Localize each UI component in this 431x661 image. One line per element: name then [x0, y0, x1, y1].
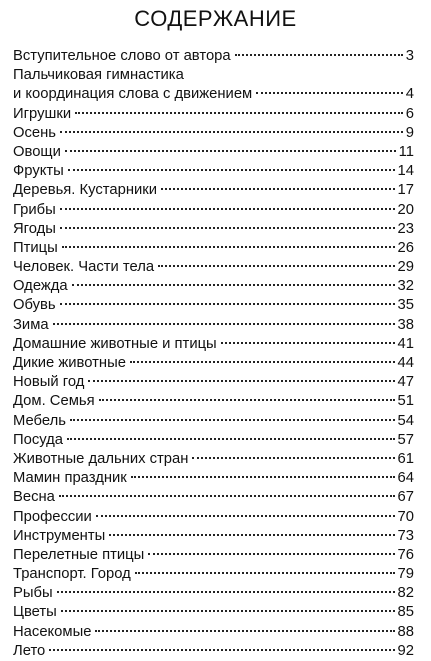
toc-entry — [13, 584, 414, 603]
toc-entry-label: Цветы — [13, 604, 57, 621]
toc-entry-label: Посуда — [13, 431, 64, 448]
dot-leader — [60, 131, 403, 133]
toc-entry — [13, 220, 414, 239]
toc-entry — [13, 392, 414, 411]
toc-entry-page: 14 — [397, 163, 414, 180]
dot-leader — [135, 572, 395, 574]
table-of-contents — [13, 47, 414, 661]
dot-leader — [130, 361, 395, 363]
toc-entry-label: Обувь — [13, 297, 56, 314]
dot-leader — [57, 591, 395, 593]
toc-entry-label: Дикие животные — [13, 355, 126, 371]
toc-entry-page: 47 — [397, 374, 414, 391]
toc-entry-page: 76 — [397, 546, 414, 563]
toc-entry — [13, 642, 414, 661]
toc-entry — [13, 85, 414, 104]
dot-leader — [60, 303, 395, 305]
toc-entry-label: Транспорт. Город — [13, 566, 131, 583]
toc-entry-label: Инструменты — [13, 527, 106, 544]
toc-entry-page: 79 — [397, 566, 414, 583]
toc-entry — [13, 508, 414, 527]
toc-entry — [13, 431, 414, 450]
toc-entry-page: 11 — [398, 143, 414, 160]
dot-leader — [96, 515, 395, 517]
toc-entry-label: Мамин праздник — [13, 470, 127, 487]
toc-entry-page: 35 — [397, 297, 414, 314]
toc-entry-page: 29 — [397, 259, 414, 276]
toc-entry — [13, 603, 414, 622]
toc-entry-page: 64 — [397, 470, 414, 487]
toc-entry-page: 61 — [397, 450, 414, 467]
dot-leader — [62, 246, 395, 248]
dot-leader — [61, 610, 395, 612]
dot-leader — [72, 284, 395, 286]
toc-entry-label: Птицы — [13, 239, 58, 256]
toc-entry-page: 6 — [405, 105, 414, 122]
toc-entry-label: Овощи — [13, 143, 61, 160]
dot-leader — [221, 342, 395, 344]
dot-leader — [95, 630, 394, 632]
toc-entry — [13, 565, 414, 584]
dot-leader — [88, 380, 394, 382]
toc-entry-label: Животные дальних стран — [13, 450, 189, 467]
dot-leader — [65, 150, 396, 152]
toc-entry — [13, 469, 414, 488]
toc-entry — [13, 258, 414, 277]
toc-entry-label: Зима — [13, 316, 49, 333]
toc-entry-label: Мебель — [13, 412, 66, 429]
toc-entry-page: 88 — [397, 623, 414, 640]
toc-entry-page: 26 — [397, 239, 414, 256]
toc-entry — [13, 277, 414, 296]
toc-entry — [13, 47, 414, 66]
toc-entry-page: 67 — [397, 489, 414, 506]
toc-entry-page: 41 — [397, 335, 414, 352]
dot-leader — [148, 553, 394, 555]
toc-entry-label: Деревья. Кустарники — [13, 182, 158, 199]
dot-leader — [109, 534, 394, 536]
dot-leader — [60, 208, 395, 210]
toc-entry — [13, 488, 414, 507]
toc-entry-label: Игрушки — [13, 105, 72, 122]
toc-entry-page: 51 — [397, 393, 414, 410]
toc-entry-page: 20 — [397, 201, 414, 218]
dot-leader — [53, 323, 395, 325]
toc-entry-page: 70 — [397, 508, 414, 525]
toc-entry — [13, 105, 414, 124]
toc-entry-label: Домашние животные и птицы — [13, 335, 217, 352]
toc-entry-page: 3 — [405, 48, 414, 64]
toc-entry — [13, 162, 414, 181]
dot-leader — [235, 54, 403, 56]
dot-leader — [75, 112, 403, 114]
toc-entry-page: 54 — [397, 412, 414, 429]
dot-leader — [67, 438, 394, 440]
toc-entry-page: 73 — [397, 527, 414, 544]
toc-entry-label: Ягоды — [13, 220, 56, 237]
toc-entry-label: Фрукты — [13, 163, 64, 180]
toc-entry — [13, 546, 414, 565]
toc-entry-label: Насекомые — [13, 623, 92, 640]
toc-entry-label: Дом. Семья — [13, 393, 95, 410]
toc-entry-label: Перелетные птицы — [13, 546, 145, 563]
toc-entry-label: Рыбы — [13, 585, 53, 602]
toc-entry — [13, 201, 414, 220]
toc-entry-label: Грибы — [13, 201, 56, 218]
toc-entry-page: 85 — [397, 604, 414, 621]
toc-entry-page: 23 — [397, 220, 414, 237]
toc-entry — [13, 412, 414, 431]
toc-entry-page: 4 — [405, 86, 414, 103]
toc-entry — [13, 373, 414, 392]
dot-leader — [70, 419, 395, 421]
dot-leader — [59, 495, 395, 497]
toc-entry-page: 32 — [397, 278, 414, 295]
dot-leader — [49, 649, 394, 651]
toc-entry — [13, 316, 414, 335]
dot-leader — [192, 457, 394, 459]
toc-entry — [13, 450, 414, 469]
toc-entry-page: 82 — [397, 585, 414, 602]
toc-entry-label: Профессии — [13, 508, 92, 525]
toc-entry — [13, 124, 414, 143]
toc-entry-heading-line — [13, 66, 414, 85]
page-title: СОДЕРЖАНИЕ — [134, 6, 297, 31]
toc-entry — [13, 296, 414, 315]
toc-entry — [13, 527, 414, 546]
toc-entry — [13, 181, 414, 200]
dot-leader — [131, 476, 395, 478]
dot-leader — [68, 169, 395, 171]
toc-entry — [13, 335, 414, 354]
toc-entry — [13, 354, 414, 373]
toc-entry-label-continued: и координация слова с движением — [13, 86, 253, 103]
toc-entry-label: Одежда — [13, 278, 68, 295]
dot-leader — [60, 227, 395, 229]
dot-leader — [158, 265, 394, 267]
toc-entry-label: Осень — [13, 124, 57, 141]
toc-entry-label: Пальчиковая гимнастика — [13, 67, 184, 84]
dot-leader — [256, 92, 403, 94]
toc-entry-page: 17 — [397, 182, 414, 199]
toc-entry-page: 57 — [397, 431, 414, 448]
toc-entry-page: 44 — [397, 355, 414, 371]
toc-entry-page: 9 — [405, 124, 414, 141]
toc-entry-label: Вступительное слово от автора — [13, 48, 231, 64]
toc-entry-label: Новый год — [13, 374, 85, 391]
toc-entry-label: Человек. Части тела — [13, 259, 155, 276]
toc-entry — [13, 239, 414, 258]
toc-entry-page: 92 — [397, 642, 414, 659]
toc-entry-label: Весна — [13, 489, 55, 506]
dot-leader — [99, 399, 395, 401]
toc-entry — [13, 623, 414, 642]
dot-leader — [161, 188, 395, 190]
toc-entry — [13, 143, 414, 162]
toc-entry-page: 38 — [397, 316, 414, 333]
toc-entry-label: Лето — [13, 642, 46, 659]
